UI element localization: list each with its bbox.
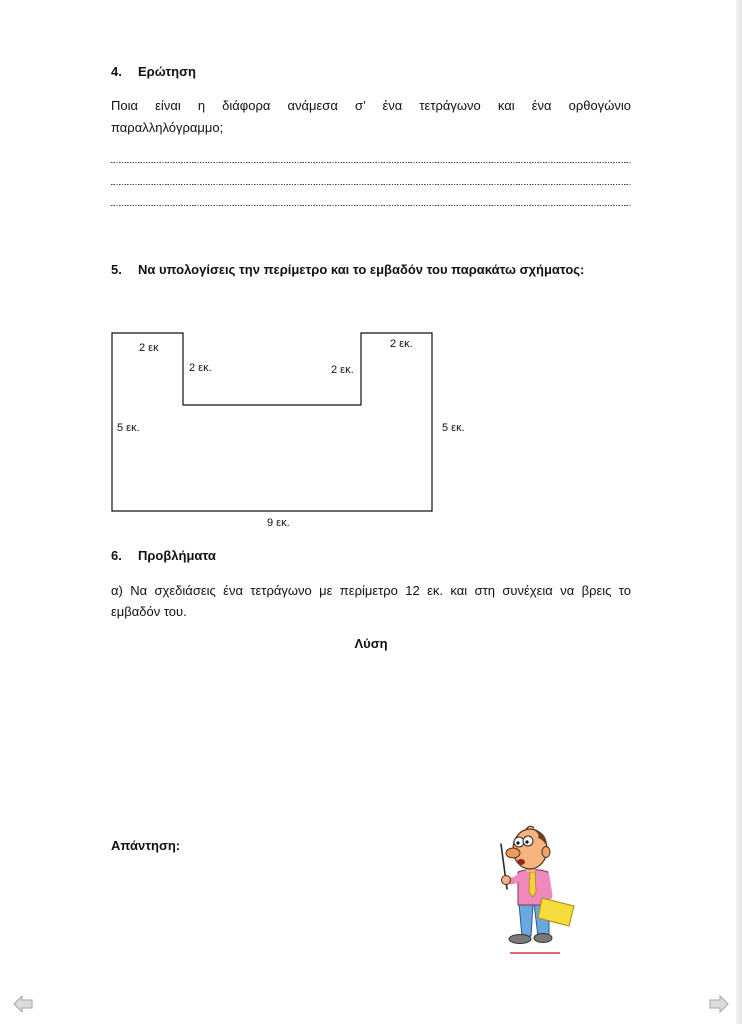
ear	[542, 847, 550, 858]
nose	[506, 848, 520, 858]
arrow-right-shape	[710, 996, 728, 1012]
question-4-text-line-1: Ποια είναι η διάφορα ανάμεσα σ’ ένα τετράγωνο και ένα ορθογώνιο	[111, 98, 631, 113]
question-6-heading	[111, 548, 216, 564]
arrow-right-icon[interactable]	[709, 995, 729, 1013]
left-pupil	[516, 841, 519, 844]
answer-line-2	[111, 184, 631, 185]
left-leg	[519, 904, 533, 936]
question-6-title: Προβλήματα	[138, 548, 216, 563]
label-right-side: 5 εκ.	[442, 422, 465, 434]
left-shoe	[509, 935, 531, 944]
question-6-number: 6.	[111, 548, 122, 563]
page-edge	[736, 0, 742, 1024]
label-right-arm-top: 2 εκ.	[390, 338, 413, 350]
question-4-text-line-2: παραλληλόγραμμο;	[111, 120, 224, 135]
question-5-title: Να υπολογίσεις την περίμετρο και το εμβαδόν του παρακάτω σχήματος:	[138, 262, 585, 277]
question-4-heading	[111, 64, 196, 80]
label-left-arm-top: 2 εκ	[139, 342, 159, 354]
lowered-arm	[546, 876, 549, 896]
solution-label: Λύση	[354, 636, 388, 651]
tie	[529, 872, 536, 897]
right-shoe	[534, 934, 552, 943]
arrow-left-shape	[14, 996, 32, 1012]
u-shape-figure	[100, 320, 480, 535]
question-4-title: Ερώτηση	[138, 64, 196, 79]
arrow-left-icon[interactable]	[13, 995, 33, 1013]
question-5-number: 5.	[111, 262, 122, 277]
answer-line-1	[111, 162, 631, 163]
label-notch-right: 2 εκ.	[331, 364, 354, 376]
watermark-mark	[510, 952, 560, 954]
label-bottom: 9 εκ.	[267, 517, 290, 529]
label-left-side: 5 εκ.	[117, 422, 140, 434]
answer-label: Απάντηση:	[111, 838, 181, 853]
hand	[502, 876, 511, 885]
problem-a-text-line-1: α) Να σχεδιάσεις ένα τετράγωνο με περίμετρο 12 εκ. και στη συνέχεια να βρεις το	[111, 583, 631, 598]
mouth	[517, 859, 525, 865]
u-shape-outline	[112, 333, 432, 511]
problem-a-text-line-2: εμβαδόν του.	[111, 604, 187, 619]
question-5-heading	[111, 262, 584, 278]
answer-line-3	[111, 205, 631, 206]
label-notch-left: 2 εκ.	[189, 362, 212, 374]
teacher-cartoon-illustration	[494, 822, 580, 962]
question-4-number: 4.	[111, 64, 122, 79]
right-pupil	[525, 840, 528, 843]
